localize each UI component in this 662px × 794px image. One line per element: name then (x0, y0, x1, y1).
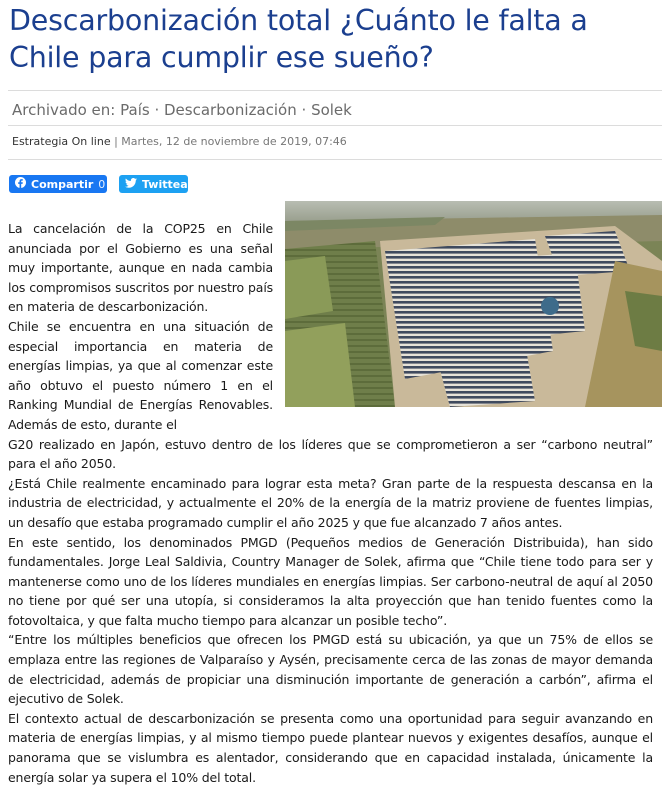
paragraph-2-end: G20 realizado en Japón, estuvo dentro de los líderes que se comprometieron a ser “carbono neutral” para el año 2050. (8, 436, 653, 472)
paragraph-6: El contexto actual de descarbonización se presenta como una oportunidad para seguir avanzando en materia de energías limpias, y al mismo tiempo puede plantear nuevos y exigentes desafíos, aunque el panorama que se vislumbra es alentador, considerando que en capacidad instalada, únicamente la energía solar ya supera el 10% del total. (8, 710, 653, 785)
tag-link-solek[interactable]: Solek (311, 101, 352, 119)
article-title: Descarbonización total ¿Cuánto le falta a Chile para cumplir ese sueño? (9, 4, 588, 74)
divider-top (8, 90, 662, 91)
facebook-share-button[interactable] (9, 175, 107, 193)
article-body (8, 219, 653, 787)
paragraph-5: “Entre los múltiples beneficios que ofrecen los PMGD está su ubicación, ya que un 75% de ellos se emplaza entre las regiones de Valparaíso y Aysén, precisamente cerca de las zonas de mayor demanda de electricidad, además de propiciar una disminución importante de generación a carbón”, afirma el ejecutivo de Solek. (8, 632, 653, 707)
archive-label: Archivado en: (12, 101, 116, 119)
facebook-icon (15, 177, 31, 191)
divider-middle (8, 125, 662, 126)
twitter-share-button[interactable] (119, 175, 194, 193)
facebook-share-label: Compartir (31, 177, 94, 191)
tag-separator: · (296, 101, 312, 119)
archive-tags (12, 101, 352, 119)
intro-column (8, 219, 273, 435)
paragraph-3: ¿Está Chile realmente encaminado para lograr esta meta? Gran parte de la respuesta descansa en la industria de electricidad, y actualmente el 20% de la energía de la matriz proviene de fuentes limpias, un desafío que estaba programado cumplir el año 2025 y que fue alcanzado 7 años antes. (8, 475, 653, 530)
tag-separator: · (149, 101, 164, 119)
tag-link-pais[interactable]: País (120, 101, 150, 119)
article-source: Estrategia On line (12, 135, 111, 148)
article-date: Martes, 12 de noviembre de 2019, 07:46 (121, 135, 347, 148)
facebook-share-count: 0 (98, 177, 106, 191)
meta-separator: | (110, 135, 122, 148)
article-meta (12, 135, 347, 148)
divider-bottom (8, 159, 662, 160)
paragraph-4: En este sentido, los denominados PMGD (Pequeños medios de Generación Distribuida), han sido fundamentales. Jorge Leal Saldivia, Country Manager de Solek, afirma que “Chile tiene todo para ser y mantenerse como uno de los líderes mundiales en energías limpias. Ser carbono-neutral de aquí al 2050 no tiene por qué ser una utopía, si consideramos la alta proyección que han tenido fuentes como la fotovoltaica, y que falta mucho tiempo para alcanzar un posible techo”. (8, 534, 653, 628)
tag-link-descarbonizacion[interactable]: Descarbonización (164, 101, 297, 119)
twitter-icon (125, 178, 142, 191)
twitter-share-label: Twittear (142, 177, 194, 191)
paragraph-2-start: Chile se encuentra en una situación de especial importancia en materia de energías limpias, ya que al comenzar este año obtuvo el puesto número 1 en el Ranking Mundial de Energías Renovables. Además de esto, durante el (8, 318, 273, 432)
paragraph-1: La cancelación de la COP25 en Chile anunciada por el Gobierno es una señal muy importante, aunque en nada cambia los compromisos suscritos por nuestro país en materia de descarbonización. (8, 221, 273, 315)
